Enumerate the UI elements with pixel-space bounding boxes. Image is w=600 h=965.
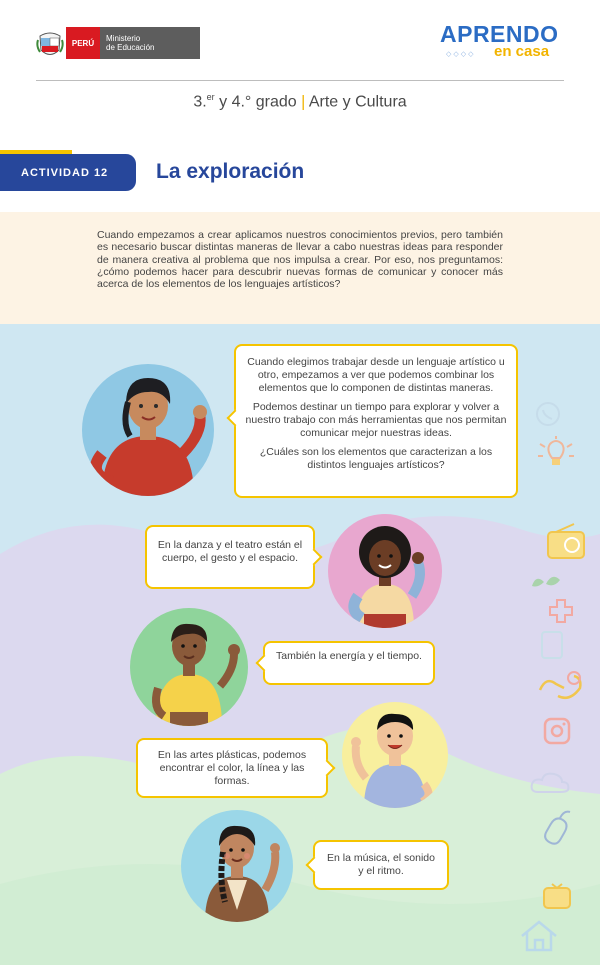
- activity-label: ACTIVIDAD 12: [0, 154, 136, 191]
- boy-yellow-speech-bubble: [263, 641, 435, 685]
- girl-curly-line: En la danza y el teatro están el cuerpo, el gesto y el espacio.: [157, 539, 303, 564]
- ministry-logo: [66, 27, 200, 59]
- intro-paragraph: Cuando empezamos a crear aplicamos nuestros conocimientos previos, pero también es necesario buscar distintas maneras de llevar a cabo nuestras ideas para responder de manera creativa al problema que nos impulsa a crear. Por eso, nos preguntamos: ¿cómo podemos hacer para descubrir nuevas formas de comunicar y conocer más acerca de los elementos de los lenguajes artísticos?: [97, 229, 503, 291]
- teacher-line-1: Cuando elegimos trabajar desde un lenguaje artístico u otro, empezamos a ver que podemos combinar los elementos que lo componen de distintas maneras.: [247, 356, 505, 394]
- leaves-icon: [528, 570, 564, 590]
- whatsapp-icon: [534, 400, 562, 428]
- hands-icon: [536, 668, 586, 704]
- brand-dots-icon: ◇◇◇◇: [446, 50, 476, 58]
- aprendo-en-casa-logo: [440, 22, 566, 66]
- girl-braid-speech-bubble: [313, 840, 449, 890]
- lightbulb-icon: [536, 436, 576, 478]
- home-icon: [518, 918, 560, 954]
- brand-title: APRENDO: [440, 21, 559, 47]
- teacher-avatar: [82, 364, 214, 496]
- cross-icon: [548, 598, 574, 624]
- brand-subtitle: en casa: [494, 43, 550, 60]
- boy-yellow-line: También la energía y el tiempo.: [276, 650, 422, 662]
- tv-icon: [540, 882, 574, 912]
- peru-shield-icon: [36, 30, 64, 60]
- radio-icon: [544, 522, 588, 562]
- girl-braid-line: En la música, el sonido y el ritmo.: [327, 852, 435, 877]
- girl-curly-avatar: [328, 514, 442, 628]
- activity-title: La exploración: [156, 160, 305, 183]
- teacher-speech-bubble: [234, 344, 518, 498]
- girl-braid-avatar: [181, 810, 293, 922]
- grade-level-prefix: 3.: [193, 93, 207, 111]
- boy-yellow-avatar: [130, 608, 248, 726]
- boy-blue-line: En las artes plásticas, podemos encontrar el color, la línea y las formas.: [157, 749, 307, 787]
- grade-level-sup: er: [206, 92, 215, 102]
- ministry-label: [100, 27, 200, 59]
- subject-name: Arte y Cultura: [308, 93, 407, 111]
- grade-subject-line: [0, 92, 600, 111]
- page-header: [0, 0, 600, 90]
- grade-level-rest: y 4.° grado: [214, 93, 297, 111]
- boy-blue-avatar: [342, 702, 448, 808]
- tablet-icon: [540, 630, 564, 660]
- header-divider: [36, 80, 564, 81]
- teacher-line-2: Podemos destinar un tiempo para explorar y volver a nuestro trabajo con más herramientas que nos permitan comunicar mejor nuestras ideas.: [245, 401, 507, 439]
- instagram-icon: [542, 716, 572, 746]
- illustration-scene: [0, 324, 600, 965]
- peru-label: PERÚ: [66, 27, 100, 59]
- girl-curly-speech-bubble: [145, 525, 315, 589]
- boy-blue-speech-bubble: [136, 738, 328, 798]
- ministry-line2: de Educación: [106, 43, 155, 52]
- grade-separator: |: [301, 93, 306, 111]
- teacher-line-3: ¿Cuáles son los elementos que caracterizan a los distintos lenguajes artísticos?: [259, 446, 493, 471]
- intro-band: [0, 212, 600, 324]
- cloud-icon: [530, 770, 570, 796]
- mouse-icon: [540, 808, 574, 848]
- ministry-line1: Ministerio: [106, 34, 141, 43]
